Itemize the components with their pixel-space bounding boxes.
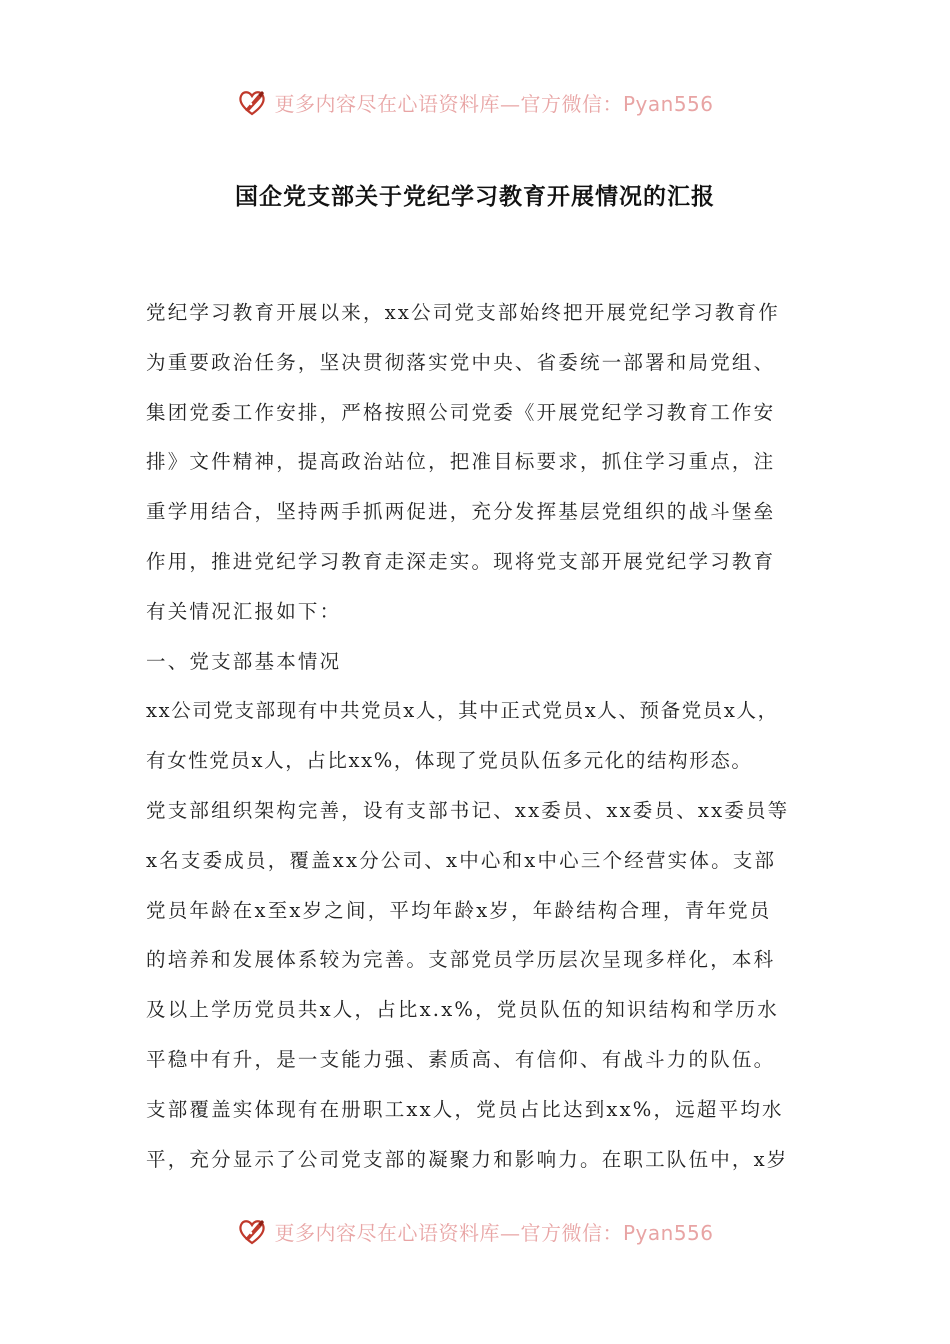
body-line: 集团党委工作安排，严格按照公司党委《开展党纪学习教育工作安: [146, 400, 776, 424]
watermark-label: 更多内容尽在心语资料库—官方微信：: [274, 91, 623, 116]
body-line: 平稳中有升，是一支能力强、素质高、有信仰、有战斗力的队伍。: [146, 1047, 776, 1071]
body-line: 的培养和发展体系较为完善。支部党员学历层次呈现多样化，本科: [146, 948, 776, 972]
body-line: 党员年龄在x至x岁之间，平均年龄x岁，年龄结构合理，青年党员: [146, 898, 772, 922]
body-line: 党纪学习教育开展以来，xx公司党支部始终把开展党纪学习教育作: [146, 301, 780, 324]
watermark-text: [274, 1217, 713, 1246]
wechat-id: Pyan556: [622, 91, 714, 116]
fountain-pen-heart-icon: [236, 1215, 268, 1247]
document-title: 国企党支部关于党纪学习教育开展情况的汇报: [235, 183, 715, 210]
body-line: x名支委成员，覆盖xx分公司、x中心和x中心三个经营实体。支部: [146, 848, 777, 872]
fountain-pen-heart-icon: [236, 86, 268, 118]
body-line: 重学用结合，坚持两手抓两促进，充分发挥基层党组织的战斗堡垒: [146, 500, 776, 524]
body-line: 及以上学历党员共x人，占比x.x%，党员队伍的知识结构和学历水: [146, 998, 779, 1022]
body-line: 为重要政治任务，坚决贯彻落实党中央、省委统一部署和局党组、: [146, 350, 776, 374]
watermark-text: [274, 88, 713, 117]
footer-watermark: [0, 1211, 950, 1251]
body-line: xx公司党支部现有中共党员x人，其中正式党员x人、预备党员x人，: [146, 699, 779, 723]
body-line: 党支部组织架构完善，设有支部书记、xx委员、xx委员、xx委员等: [146, 798, 790, 822]
body-line: 平，充分显示了公司党支部的凝聚力和影响力。在职工队伍中，x岁: [146, 1147, 789, 1171]
body-line: 作用，推进党纪学习教育走深走实。现将党支部开展党纪学习教育: [146, 549, 776, 573]
body-line: 排》文件精神，提高政治站位，把准目标要求，抓住学习重点，注: [146, 450, 776, 474]
watermark-label: 更多内容尽在心语资料库—官方微信：: [274, 1220, 623, 1245]
body-line: 有关情况汇报如下：: [146, 599, 342, 623]
section-heading: 一、党支部基本情况: [146, 649, 342, 673]
header-watermark: [0, 82, 950, 122]
wechat-id: Pyan556: [622, 1220, 714, 1245]
body-line: 有女性党员x人，占比xx%，体现了党员队伍多元化的结构形态。: [146, 749, 753, 773]
document-body: [146, 288, 810, 1184]
body-line: 支部覆盖实体现有在册职工xx人，党员占比达到xx%，远超平均水: [146, 1097, 784, 1121]
